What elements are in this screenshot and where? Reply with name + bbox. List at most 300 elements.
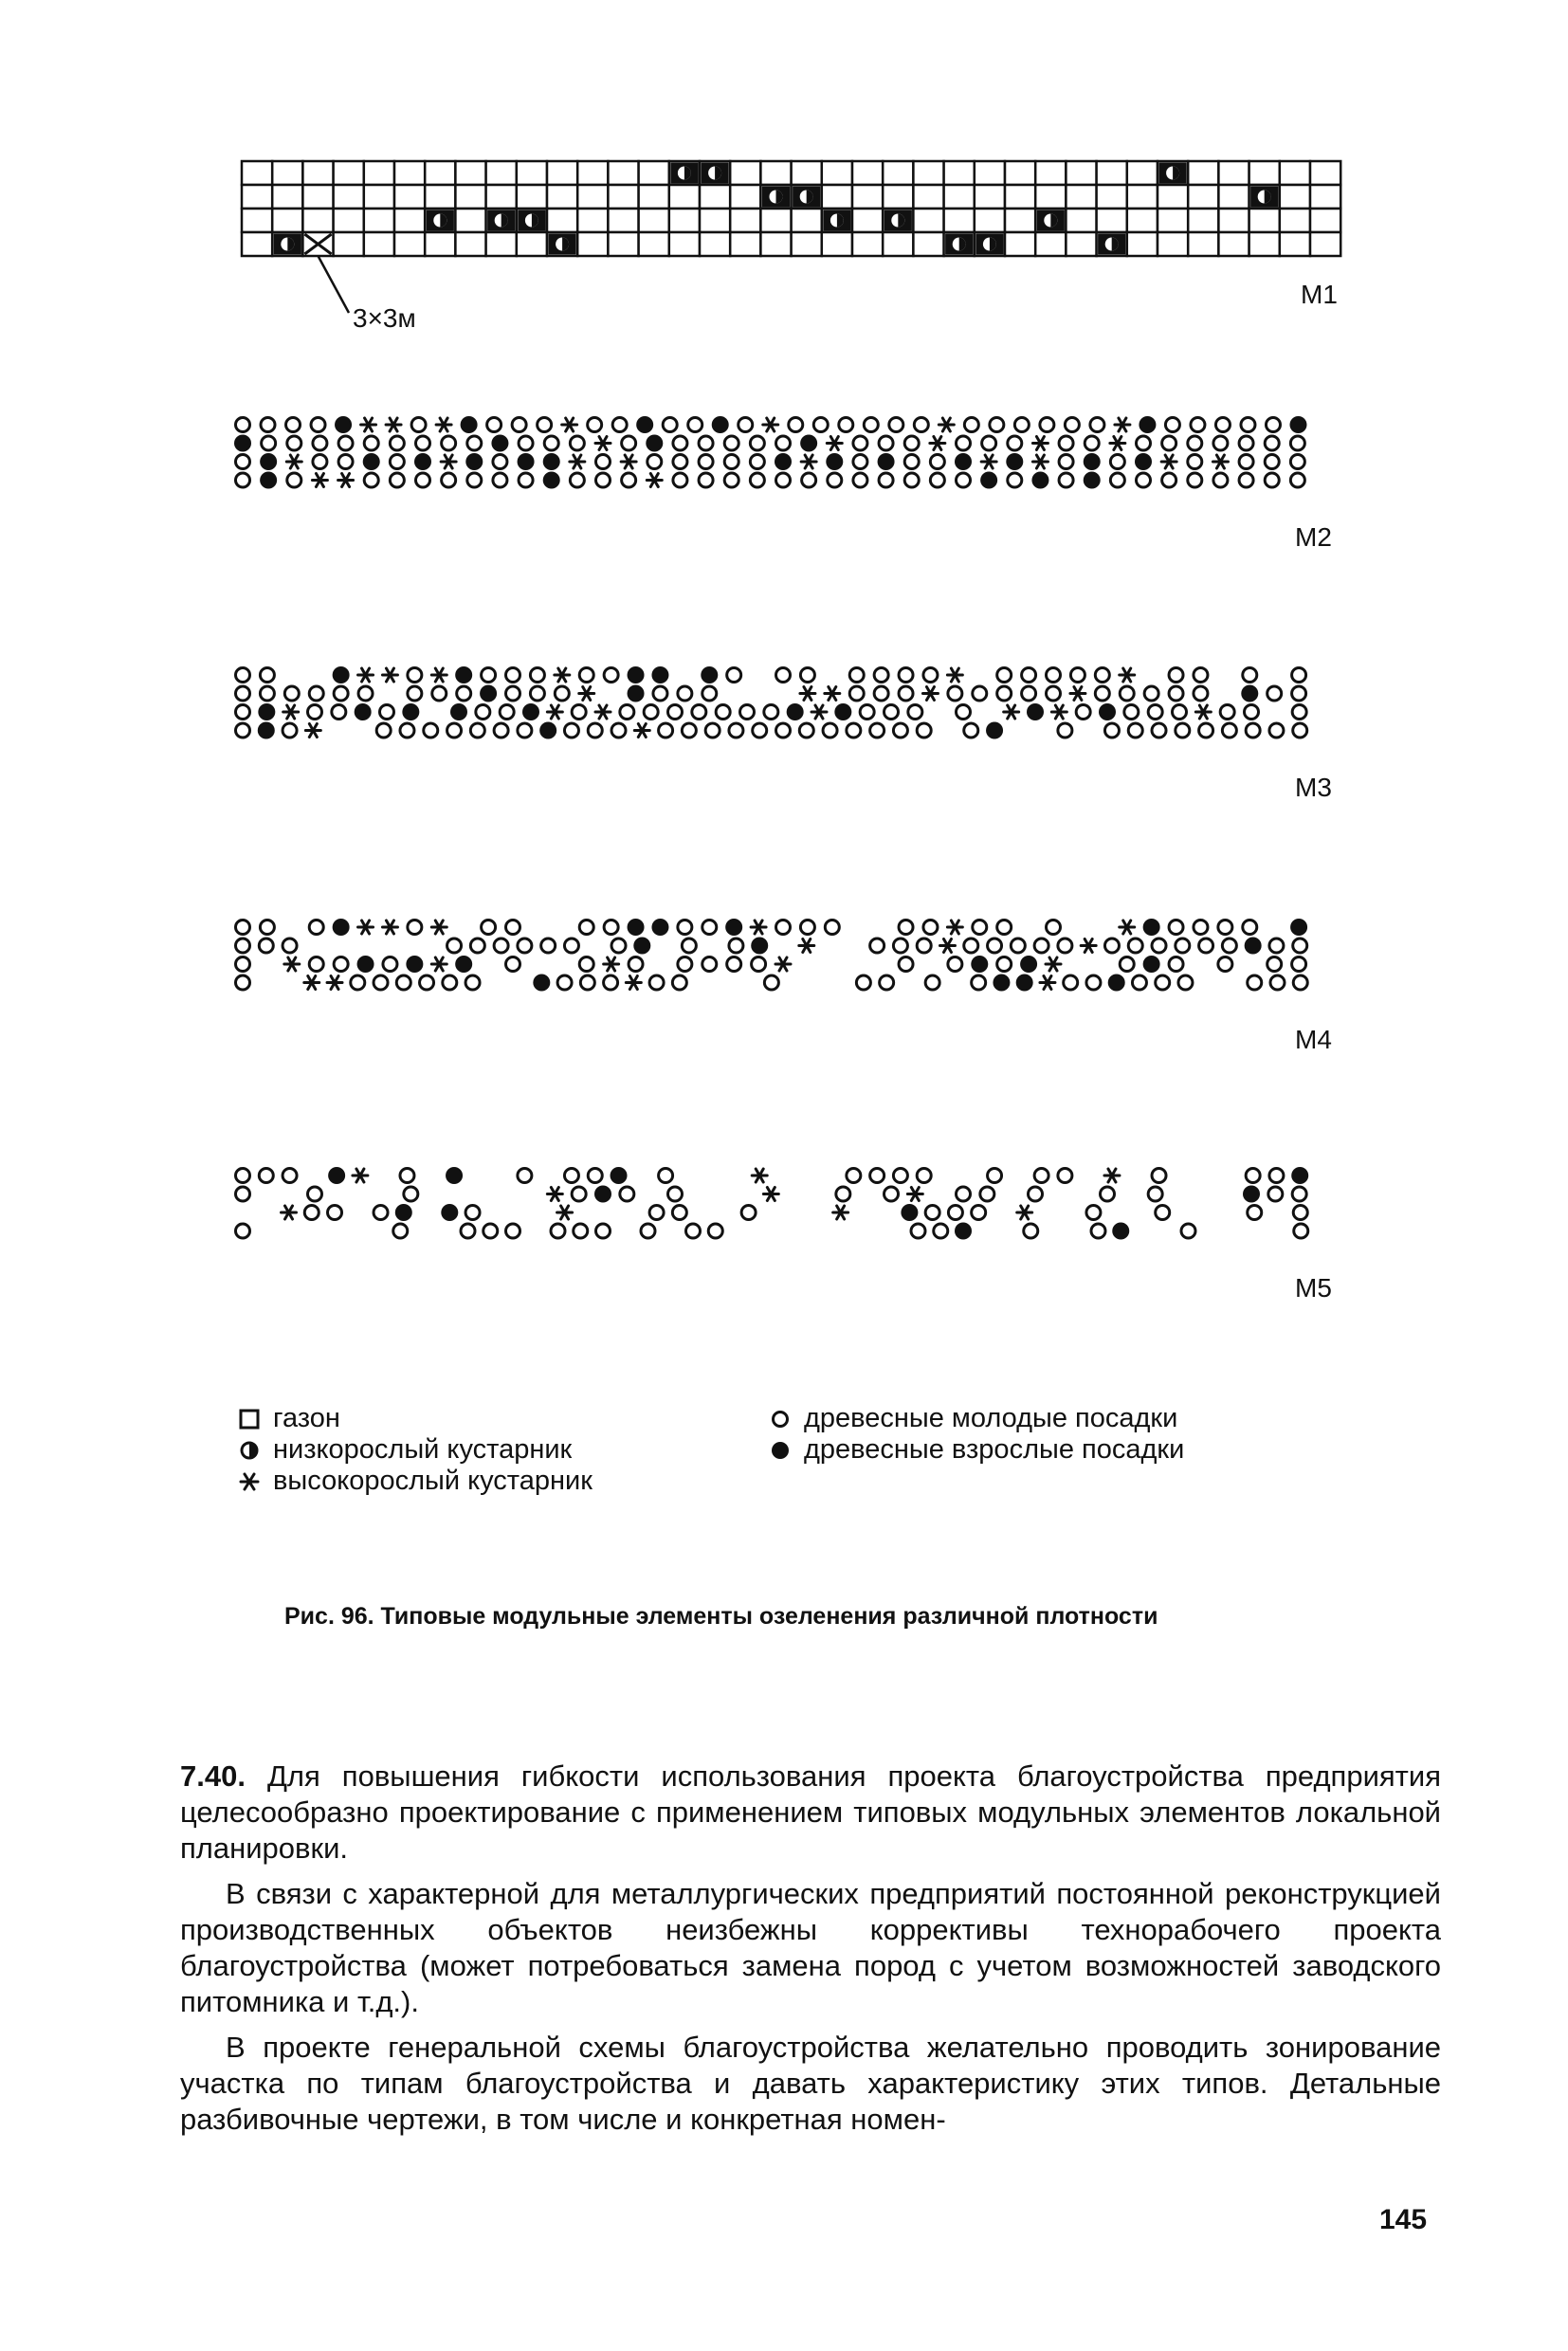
low-shrub-mark [878, 453, 895, 470]
young-tree-mark [1014, 418, 1029, 432]
legend-item-lawn [237, 1403, 730, 1434]
grid-cell-filled [1037, 210, 1065, 231]
young-tree-mark [972, 975, 986, 990]
grid-cell [669, 185, 700, 209]
grid-cell [455, 232, 485, 256]
tall-shrub-mark [947, 920, 962, 934]
grid-cell [669, 209, 700, 232]
young-tree-mark [500, 705, 514, 720]
grid-cell [639, 232, 669, 256]
grid-cell [242, 232, 272, 256]
young-tree-mark [1124, 705, 1139, 720]
young-tree-mark [1248, 975, 1262, 990]
young-tree-mark [1213, 473, 1228, 487]
tall-shrub-mark [441, 455, 456, 468]
young-tree-mark [1152, 1169, 1166, 1183]
young-tree-mark [461, 1224, 475, 1238]
low-shrub-mark [328, 1167, 345, 1184]
young-tree-mark [1239, 473, 1253, 487]
young-tree-mark [283, 1169, 297, 1183]
grid-cell [272, 185, 302, 209]
grid-cell [700, 209, 730, 232]
grid-cell [1127, 232, 1158, 256]
low-shrub-mark [651, 919, 668, 936]
young-tree-mark [776, 473, 791, 487]
young-tree-mark [506, 920, 520, 935]
young-tree-mark [1029, 1187, 1043, 1201]
tall-shrub-mark [304, 976, 319, 990]
young-tree-mark [847, 723, 861, 738]
young-tree-mark [659, 1169, 673, 1183]
low-shrub-mark [834, 703, 851, 720]
young-tree-mark [925, 1206, 939, 1220]
young-tree-mark [904, 455, 919, 469]
low-shrub-mark [701, 666, 718, 683]
low-shrub-mark [901, 1204, 918, 1221]
young-tree-mark [1293, 1206, 1307, 1220]
young-tree-mark [659, 723, 673, 738]
young-tree-mark [236, 939, 250, 953]
young-tree-mark [641, 1224, 655, 1238]
low-shrub-mark [491, 435, 508, 452]
young-tree-mark [284, 686, 299, 701]
young-tree-mark [753, 723, 767, 738]
tall-shrub-mark [1115, 418, 1130, 431]
grid-cell [760, 209, 791, 232]
young-tree-mark [465, 975, 480, 990]
young-tree-mark [802, 473, 816, 487]
grid-cell [639, 161, 669, 185]
young-tree-mark [682, 939, 696, 953]
grid-cell [425, 232, 455, 256]
grid-cell [608, 209, 638, 232]
grid-cell [334, 209, 364, 232]
young-tree-mark [494, 723, 508, 738]
low-shrub-mark [1243, 1186, 1260, 1203]
grid-cell [913, 185, 943, 209]
young-tree-mark [880, 975, 894, 990]
low-shrub-mark [1143, 919, 1160, 936]
module-m4-pattern [236, 919, 1308, 992]
young-tree-mark [836, 1187, 850, 1201]
young-tree-mark [1169, 686, 1183, 701]
low-shrub-mark [1031, 472, 1048, 489]
legend-label-lawn: газон [273, 1403, 340, 1433]
grid-cell [1188, 232, 1218, 256]
young-tree-mark [1267, 957, 1282, 972]
tall-shrub-mark [436, 418, 451, 431]
young-tree-mark [982, 436, 996, 450]
young-tree-mark [1293, 723, 1307, 738]
grid-cell [760, 232, 791, 256]
tall-shrub-mark [555, 668, 570, 682]
young-tree-mark [262, 436, 276, 450]
low-shrub-mark [234, 435, 251, 452]
young-tree-mark [1104, 939, 1119, 953]
young-tree-mark [1148, 705, 1162, 720]
grid-cell [1280, 209, 1310, 232]
young-tree-mark [686, 1224, 701, 1238]
grid-cell [944, 209, 975, 232]
young-tree-mark [338, 455, 353, 469]
young-tree-mark [1248, 1206, 1262, 1220]
grid-cell-filled [518, 210, 545, 231]
young-tree-mark [1059, 455, 1073, 469]
young-tree-mark [482, 920, 496, 935]
grid-cell [1218, 209, 1249, 232]
tall-shrub-mark [312, 474, 327, 487]
body-text [180, 1759, 1441, 2147]
young-tree-mark [879, 436, 893, 450]
young-tree-mark [1058, 939, 1072, 953]
tall-shrub-mark [1017, 1206, 1032, 1219]
young-tree-mark [538, 418, 552, 432]
young-tree-mark [596, 473, 611, 487]
low-shrub-mark [333, 666, 350, 683]
young-tree-mark [870, 723, 884, 738]
low-shrub-mark [1084, 472, 1101, 489]
low-shrub-mark [628, 919, 645, 936]
young-tree-mark [860, 705, 874, 720]
young-tree-mark [923, 920, 938, 935]
young-tree-mark [396, 975, 410, 990]
young-tree-mark [1293, 939, 1307, 953]
young-tree-mark [408, 686, 422, 701]
young-tree-mark [622, 473, 636, 487]
grid-cell [302, 209, 333, 232]
young-tree-mark [1152, 723, 1166, 738]
grid-cell [486, 185, 517, 209]
young-tree-mark [1065, 418, 1079, 432]
tall-shrub-mark [939, 418, 954, 431]
young-tree-mark [400, 1169, 414, 1183]
young-tree-mark [893, 1169, 907, 1183]
young-tree-mark [390, 455, 404, 469]
young-tree-mark [1064, 975, 1078, 990]
young-tree-mark [487, 418, 501, 432]
grid-cell [1005, 161, 1035, 185]
tall-shrub-mark [799, 939, 814, 953]
young-tree-mark [1290, 436, 1304, 450]
grid-cell [242, 209, 272, 232]
young-tree-mark [470, 939, 484, 953]
young-tree-mark [612, 418, 627, 432]
young-tree-mark [260, 668, 274, 683]
young-tree-mark [572, 705, 586, 720]
young-tree-mark [699, 455, 713, 469]
grid-cell [1097, 185, 1127, 209]
tall-shrub-mark [547, 705, 562, 719]
grid-cell [852, 161, 883, 185]
tall-shrub-mark [1081, 939, 1096, 953]
young-tree-mark [374, 975, 388, 990]
young-tree-mark [893, 723, 907, 738]
young-tree-mark [1162, 473, 1176, 487]
tall-shrub-mark [634, 724, 649, 738]
young-tree-mark [828, 473, 842, 487]
low-shrub-mark [260, 453, 277, 470]
low-shrub-mark [260, 472, 277, 489]
grid-cell [1188, 185, 1218, 209]
grid-cell [730, 185, 760, 209]
tall-shrub-mark [947, 668, 962, 682]
young-tree-mark [973, 686, 987, 701]
grid-cell [913, 161, 943, 185]
young-tree-mark [964, 939, 978, 953]
young-tree-mark [376, 723, 391, 738]
legend-item-tall-shrub [237, 1466, 730, 1497]
grid-cell [364, 209, 394, 232]
young-tree-mark [649, 975, 664, 990]
grid-cell [1280, 161, 1310, 185]
low-shrub-mark [402, 703, 419, 720]
young-tree-mark [432, 686, 447, 701]
young-tree-mark [1086, 1206, 1101, 1220]
legend-item-young-trees [768, 1403, 1413, 1434]
tall-shrub-mark [358, 668, 374, 682]
legend-left-column [237, 1403, 730, 1497]
young-tree-mark [1058, 723, 1072, 738]
low-shrub-mark [1084, 453, 1101, 470]
young-tree-mark [411, 418, 426, 432]
young-tree-mark [544, 436, 558, 450]
young-tree-mark [493, 473, 507, 487]
paragraph-1-text: Для повышения гибкости использования проекта благоустройства предприятия целесообразно проектирование с применением типовых модульных элементов локальной планировки. [180, 1759, 1441, 1865]
grid-cell [577, 161, 608, 185]
grid-cell [608, 185, 638, 209]
grid-cell [639, 209, 669, 232]
young-tree-mark [853, 473, 867, 487]
young-tree-mark [973, 920, 987, 935]
tall-shrub-mark [604, 957, 619, 971]
young-tree-mark [309, 920, 323, 935]
module-m1-grid [242, 161, 1340, 313]
tall-shrub-mark [1212, 455, 1228, 468]
grid-cell [944, 161, 975, 185]
low-shrub-mark [826, 453, 843, 470]
tall-shrub-mark [621, 455, 636, 468]
low-shrub-mark [1135, 453, 1152, 470]
tall-shrub-mark [1110, 437, 1125, 450]
young-tree-mark [287, 473, 301, 487]
young-tree-mark [1070, 668, 1085, 683]
young-tree-mark [424, 723, 438, 738]
young-tree-mark [443, 975, 457, 990]
low-shrub-mark [725, 919, 742, 936]
module-m3-label: M3 [1295, 773, 1332, 802]
young-tree-mark [1290, 455, 1304, 469]
young-tree-mark [789, 418, 803, 432]
grid-cell [1035, 185, 1066, 209]
low-shrub-mark [406, 956, 423, 973]
young-tree-mark [839, 418, 853, 432]
young-tree-mark [1268, 1187, 1283, 1201]
young-tree-mark [856, 975, 870, 990]
grid-cell [577, 185, 608, 209]
young-tree-mark [1181, 1224, 1195, 1238]
young-tree-mark [1243, 668, 1257, 683]
low-shrub-mark [980, 472, 997, 489]
young-tree-mark [957, 473, 971, 487]
tall-shrub-mark [775, 957, 791, 971]
young-tree-mark [309, 686, 323, 701]
young-tree-mark [574, 1224, 588, 1238]
grid-cell-filled [793, 187, 820, 208]
young-tree-mark [236, 975, 250, 990]
young-tree-mark [236, 686, 250, 701]
young-tree-mark [847, 1169, 861, 1183]
young-tree-mark [1059, 473, 1073, 487]
young-tree-mark [908, 705, 922, 720]
young-tree-mark [692, 705, 706, 720]
young-tree-mark [663, 418, 677, 432]
tall-shrub-mark [825, 687, 840, 701]
young-tree-mark [1047, 920, 1061, 935]
young-tree-mark [482, 668, 496, 683]
grid-cell [1310, 209, 1340, 232]
grid-cell [883, 161, 913, 185]
young-tree-mark [957, 705, 971, 720]
grid-cell-filled [1159, 163, 1187, 184]
grid-cell [1005, 232, 1035, 256]
grid-cell [394, 209, 425, 232]
grid-cell [242, 185, 272, 209]
young-tree-mark [1267, 686, 1282, 701]
young-tree-mark [447, 939, 462, 953]
young-tree-mark [1176, 939, 1190, 953]
young-tree-mark [308, 1187, 322, 1201]
legend-item-low-shrub [237, 1434, 730, 1466]
young-tree-mark [1120, 686, 1134, 701]
young-tree-mark [1293, 975, 1307, 990]
tall-shrub-mark [751, 920, 766, 934]
young-tree-mark [1169, 920, 1183, 935]
young-tree-mark [1188, 436, 1202, 450]
young-tree-mark [1194, 920, 1208, 935]
low-shrub-mark [1020, 956, 1037, 973]
grid-cell [1188, 161, 1218, 185]
young-tree-mark [653, 686, 667, 701]
young-tree-mark [1191, 418, 1205, 432]
low-shrub-mark [628, 666, 645, 683]
young-tree-mark [236, 920, 250, 935]
grid-cell [700, 232, 730, 256]
tall-shrub-mark [981, 455, 996, 468]
young-tree-mark [518, 1169, 532, 1183]
grid-cell [364, 232, 394, 256]
grid-cell [1158, 232, 1188, 256]
young-tree-mark [1269, 939, 1284, 953]
young-tree-mark [334, 686, 348, 701]
grid-cell [1218, 185, 1249, 209]
young-tree-mark [328, 1206, 342, 1220]
young-tree-mark [236, 1224, 250, 1238]
young-tree-mark [629, 957, 643, 972]
tall-shrub-mark [833, 1206, 848, 1219]
young-tree-mark [682, 723, 696, 738]
circle-icon [768, 1407, 793, 1431]
young-tree-mark [708, 1224, 722, 1238]
low-shrub-mark [993, 975, 1010, 992]
young-tree-mark [236, 705, 250, 720]
young-tree-mark [518, 939, 532, 953]
grid-cell [1249, 161, 1280, 185]
young-tree-mark [470, 723, 484, 738]
young-tree-mark [904, 473, 919, 487]
tall-shrub-mark [431, 957, 447, 971]
young-tree-mark [672, 975, 686, 990]
low-shrub-mark [522, 703, 539, 720]
young-tree-mark [313, 455, 327, 469]
young-tree-mark [1292, 668, 1306, 683]
grid-cell [792, 209, 822, 232]
young-tree-mark [1178, 975, 1193, 990]
young-tree-mark [1008, 473, 1022, 487]
young-tree-mark [570, 436, 584, 450]
young-tree-mark [519, 436, 533, 450]
low-shrub-mark [1006, 453, 1023, 470]
low-shrub-mark [333, 919, 350, 936]
asterisk-icon [237, 1469, 262, 1494]
low-shrub-mark [1108, 975, 1125, 992]
young-tree-mark [404, 1187, 418, 1201]
grid-cell [1005, 185, 1035, 209]
young-tree-mark [1269, 723, 1284, 738]
tall-shrub-mark [1051, 705, 1067, 719]
young-tree-mark [1218, 957, 1232, 972]
young-tree-mark [1220, 705, 1234, 720]
paragraph-3: В проекте генеральной схемы благоустройства желательно проводить зонирование участка по типам благоустройства и давать характеристику этих типов. Детальные разбивочные чертежи, в том числе и конкретная номен- [180, 2031, 1441, 2136]
young-tree-mark [673, 455, 687, 469]
young-tree-mark [776, 723, 791, 738]
tall-shrub-mark [752, 1169, 767, 1182]
young-tree-mark [1246, 723, 1260, 738]
grid-cell-filled [549, 234, 576, 255]
young-tree-mark [260, 920, 274, 935]
young-tree-mark [699, 473, 713, 487]
young-tree-mark [668, 705, 683, 720]
grid-cell [1249, 232, 1280, 256]
young-tree-mark [283, 723, 297, 738]
grid-cell [913, 232, 943, 256]
young-tree-mark [1024, 1224, 1038, 1238]
grid-cell [517, 232, 547, 256]
young-tree-mark [673, 473, 687, 487]
young-tree-mark [261, 418, 275, 432]
module-m5-pattern [236, 1167, 1309, 1240]
young-tree-mark [1034, 1169, 1048, 1183]
young-tree-mark [604, 668, 618, 683]
young-tree-mark [800, 668, 814, 683]
young-tree-mark [997, 957, 1012, 972]
young-tree-mark [899, 668, 913, 683]
grid-cell [822, 232, 852, 256]
legend-label-tall-shrub: высокорослый кустарник [273, 1466, 593, 1496]
young-tree-mark [930, 473, 944, 487]
tall-shrub-mark [284, 957, 300, 971]
young-tree-mark [1243, 920, 1257, 935]
tall-shrub-mark [1195, 705, 1211, 719]
grid-cell [883, 185, 913, 209]
young-tree-mark [904, 436, 919, 450]
young-tree-mark [724, 473, 738, 487]
grid-cell [425, 185, 455, 209]
low-shrub-mark [955, 1223, 972, 1240]
low-shrub-mark [446, 1167, 463, 1184]
young-tree-mark [1058, 1169, 1072, 1183]
grid-cell [1066, 185, 1096, 209]
low-shrub-mark [636, 416, 653, 433]
